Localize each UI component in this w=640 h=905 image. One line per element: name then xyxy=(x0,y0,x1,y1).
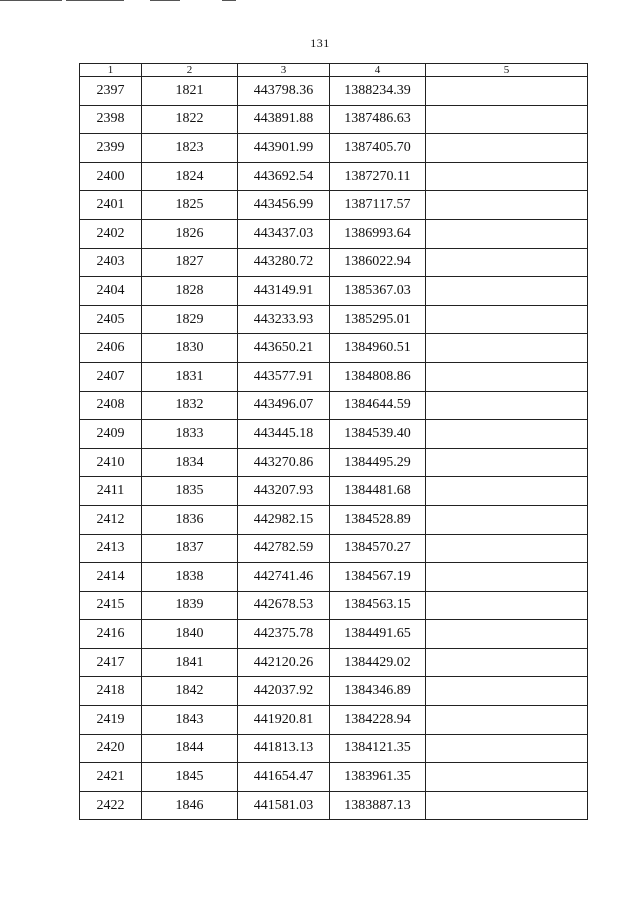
table-cell-col-3: 441581.03 xyxy=(238,791,330,820)
table-cell-col-5 xyxy=(426,534,588,563)
table-cell-col-2: 1838 xyxy=(142,563,238,592)
table-cell-col-5 xyxy=(426,191,588,220)
table-cell-col-1: 2421 xyxy=(80,763,142,792)
table-cell-col-4: 1385295.01 xyxy=(330,305,426,334)
table-row xyxy=(80,162,588,191)
table-cell-col-4: 1387117.57 xyxy=(330,191,426,220)
table-cell-col-5 xyxy=(426,505,588,534)
table-cell-col-2: 1823 xyxy=(142,134,238,163)
table-cell-col-2: 1839 xyxy=(142,591,238,620)
table-cell-col-2: 1845 xyxy=(142,763,238,792)
table-row xyxy=(80,448,588,477)
table-cell-col-5 xyxy=(426,305,588,334)
table-cell-col-5 xyxy=(426,448,588,477)
table-cell-col-2: 1835 xyxy=(142,477,238,506)
table-cell-col-3: 442741.46 xyxy=(238,563,330,592)
table-cell-col-4: 1383887.13 xyxy=(330,791,426,820)
table-cell-col-3: 443577.91 xyxy=(238,362,330,391)
table-cell-col-3: 443901.99 xyxy=(238,134,330,163)
table-cell-col-1: 2422 xyxy=(80,791,142,820)
table-cell-col-1: 2414 xyxy=(80,563,142,592)
table-cell-col-5 xyxy=(426,391,588,420)
table-cell-col-4: 1388234.39 xyxy=(330,77,426,106)
table-cell-col-5 xyxy=(426,277,588,306)
table-cell-col-4: 1384563.15 xyxy=(330,591,426,620)
table-cell-col-5 xyxy=(426,648,588,677)
table-cell-col-1: 2411 xyxy=(80,477,142,506)
table-cell-col-4: 1384528.89 xyxy=(330,505,426,534)
table-row xyxy=(80,677,588,706)
table-cell-col-5 xyxy=(426,162,588,191)
table-cell-col-3: 443891.88 xyxy=(238,105,330,134)
table-cell-col-3: 441813.13 xyxy=(238,734,330,763)
table-cell-col-1: 2413 xyxy=(80,534,142,563)
table-cell-col-4: 1384491.65 xyxy=(330,620,426,649)
table-cell-col-2: 1844 xyxy=(142,734,238,763)
table-cell-col-3: 443149.91 xyxy=(238,277,330,306)
table-cell-col-1: 2407 xyxy=(80,362,142,391)
table-cell-col-2: 1837 xyxy=(142,534,238,563)
table-cell-col-4: 1384228.94 xyxy=(330,706,426,735)
table-row xyxy=(80,534,588,563)
table-cell-col-3: 442982.15 xyxy=(238,505,330,534)
table-cell-col-2: 1836 xyxy=(142,505,238,534)
table-cell-col-2: 1843 xyxy=(142,706,238,735)
table-cell-col-4: 1387405.70 xyxy=(330,134,426,163)
table-cell-col-1: 2401 xyxy=(80,191,142,220)
table-cell-col-4: 1384960.51 xyxy=(330,334,426,363)
table-cell-col-1: 2397 xyxy=(80,77,142,106)
table-row xyxy=(80,191,588,220)
table-cell-col-4: 1387486.63 xyxy=(330,105,426,134)
table-row xyxy=(80,734,588,763)
table-cell-col-2: 1822 xyxy=(142,105,238,134)
column-header-5: 5 xyxy=(426,64,588,77)
table-cell-col-1: 2409 xyxy=(80,420,142,449)
table-cell-col-5 xyxy=(426,77,588,106)
table-row xyxy=(80,105,588,134)
table-cell-col-3: 441920.81 xyxy=(238,706,330,735)
table-row xyxy=(80,77,588,106)
table-cell-col-4: 1387270.11 xyxy=(330,162,426,191)
table-cell-col-2: 1841 xyxy=(142,648,238,677)
column-header-3: 3 xyxy=(238,64,330,77)
table-cell-col-5 xyxy=(426,334,588,363)
table-cell-col-2: 1827 xyxy=(142,248,238,277)
table-cell-col-4: 1384121.35 xyxy=(330,734,426,763)
table-cell-col-3: 443207.93 xyxy=(238,477,330,506)
table-cell-col-4: 1385367.03 xyxy=(330,277,426,306)
table-row xyxy=(80,362,588,391)
table-row xyxy=(80,420,588,449)
table-cell-col-4: 1384808.86 xyxy=(330,362,426,391)
table-cell-col-4: 1383961.35 xyxy=(330,763,426,792)
table-cell-col-1: 2417 xyxy=(80,648,142,677)
table-cell-col-3: 443437.03 xyxy=(238,219,330,248)
table-cell-col-2: 1828 xyxy=(142,277,238,306)
table-header-row xyxy=(80,64,588,77)
table-cell-col-3: 443496.07 xyxy=(238,391,330,420)
table-cell-col-1: 2405 xyxy=(80,305,142,334)
table-cell-col-5 xyxy=(426,134,588,163)
table-cell-col-5 xyxy=(426,420,588,449)
table-cell-col-2: 1831 xyxy=(142,362,238,391)
table-cell-col-3: 442375.78 xyxy=(238,620,330,649)
table-cell-col-1: 2420 xyxy=(80,734,142,763)
table-row xyxy=(80,391,588,420)
table-cell-col-4: 1384644.59 xyxy=(330,391,426,420)
table-row xyxy=(80,591,588,620)
table-cell-col-2: 1825 xyxy=(142,191,238,220)
scan-artifact-line xyxy=(222,0,236,1)
table-cell-col-2: 1830 xyxy=(142,334,238,363)
table-row xyxy=(80,277,588,306)
table-cell-col-5 xyxy=(426,591,588,620)
table-cell-col-4: 1384346.89 xyxy=(330,677,426,706)
table-row xyxy=(80,706,588,735)
table-cell-col-2: 1829 xyxy=(142,305,238,334)
table-cell-col-1: 2404 xyxy=(80,277,142,306)
table-cell-col-5 xyxy=(426,248,588,277)
table-cell-col-5 xyxy=(426,219,588,248)
column-header-4: 4 xyxy=(330,64,426,77)
table-row xyxy=(80,763,588,792)
table-cell-col-2: 1826 xyxy=(142,219,238,248)
table-cell-col-5 xyxy=(426,362,588,391)
table-cell-col-1: 2408 xyxy=(80,391,142,420)
table-cell-col-2: 1840 xyxy=(142,620,238,649)
table-cell-col-5 xyxy=(426,677,588,706)
scan-artifact-line xyxy=(0,0,62,1)
table-cell-col-5 xyxy=(426,620,588,649)
table-cell-col-3: 443270.86 xyxy=(238,448,330,477)
table-row xyxy=(80,334,588,363)
table-cell-col-3: 443280.72 xyxy=(238,248,330,277)
table-cell-col-4: 1384481.68 xyxy=(330,477,426,506)
table-cell-col-4: 1384495.29 xyxy=(330,448,426,477)
table-row xyxy=(80,648,588,677)
table-cell-col-1: 2400 xyxy=(80,162,142,191)
table-cell-col-3: 441654.47 xyxy=(238,763,330,792)
table-cell-col-1: 2406 xyxy=(80,334,142,363)
table-cell-col-3: 442120.26 xyxy=(238,648,330,677)
column-header-2: 2 xyxy=(142,64,238,77)
table-cell-col-5 xyxy=(426,791,588,820)
table-cell-col-4: 1384567.19 xyxy=(330,563,426,592)
scan-artifact-line xyxy=(150,0,180,1)
table-cell-col-1: 2415 xyxy=(80,591,142,620)
table-cell-col-3: 442782.59 xyxy=(238,534,330,563)
table-cell-col-4: 1386022.94 xyxy=(330,248,426,277)
table-row xyxy=(80,620,588,649)
scan-artifact-line xyxy=(66,0,124,1)
table-cell-col-2: 1824 xyxy=(142,162,238,191)
table-cell-col-1: 2398 xyxy=(80,105,142,134)
table-body xyxy=(80,77,588,820)
table-cell-col-3: 443798.36 xyxy=(238,77,330,106)
table-row xyxy=(80,248,588,277)
page-number: 131 xyxy=(310,36,330,50)
table-cell-col-1: 2419 xyxy=(80,706,142,735)
table-cell-col-5 xyxy=(426,563,588,592)
table-row xyxy=(80,791,588,820)
table-cell-col-1: 2410 xyxy=(80,448,142,477)
table-cell-col-3: 443445.18 xyxy=(238,420,330,449)
table-cell-col-5 xyxy=(426,105,588,134)
column-header-1: 1 xyxy=(80,64,142,77)
table-cell-col-1: 2418 xyxy=(80,677,142,706)
table-row xyxy=(80,134,588,163)
table-cell-col-4: 1384429.02 xyxy=(330,648,426,677)
table-cell-col-3: 442037.92 xyxy=(238,677,330,706)
table-cell-col-3: 443650.21 xyxy=(238,334,330,363)
table-cell-col-2: 1821 xyxy=(142,77,238,106)
coordinates-table xyxy=(79,63,588,820)
table-cell-col-2: 1833 xyxy=(142,420,238,449)
table-row xyxy=(80,219,588,248)
table-cell-col-5 xyxy=(426,477,588,506)
table-cell-col-1: 2399 xyxy=(80,134,142,163)
table-row xyxy=(80,563,588,592)
table-cell-col-2: 1832 xyxy=(142,391,238,420)
table-cell-col-1: 2412 xyxy=(80,505,142,534)
table-cell-col-2: 1842 xyxy=(142,677,238,706)
table-cell-col-3: 443456.99 xyxy=(238,191,330,220)
table-cell-col-5 xyxy=(426,763,588,792)
table-cell-col-4: 1386993.64 xyxy=(330,219,426,248)
table-row xyxy=(80,505,588,534)
table-cell-col-1: 2416 xyxy=(80,620,142,649)
table-cell-col-4: 1384539.40 xyxy=(330,420,426,449)
table-cell-col-4: 1384570.27 xyxy=(330,534,426,563)
table-cell-col-2: 1834 xyxy=(142,448,238,477)
table-cell-col-3: 443233.93 xyxy=(238,305,330,334)
table-cell-col-2: 1846 xyxy=(142,791,238,820)
table-cell-col-1: 2402 xyxy=(80,219,142,248)
table-row xyxy=(80,477,588,506)
table-cell-col-5 xyxy=(426,734,588,763)
table-cell-col-1: 2403 xyxy=(80,248,142,277)
table-cell-col-3: 442678.53 xyxy=(238,591,330,620)
table-row xyxy=(80,305,588,334)
table-cell-col-5 xyxy=(426,706,588,735)
table-cell-col-3: 443692.54 xyxy=(238,162,330,191)
